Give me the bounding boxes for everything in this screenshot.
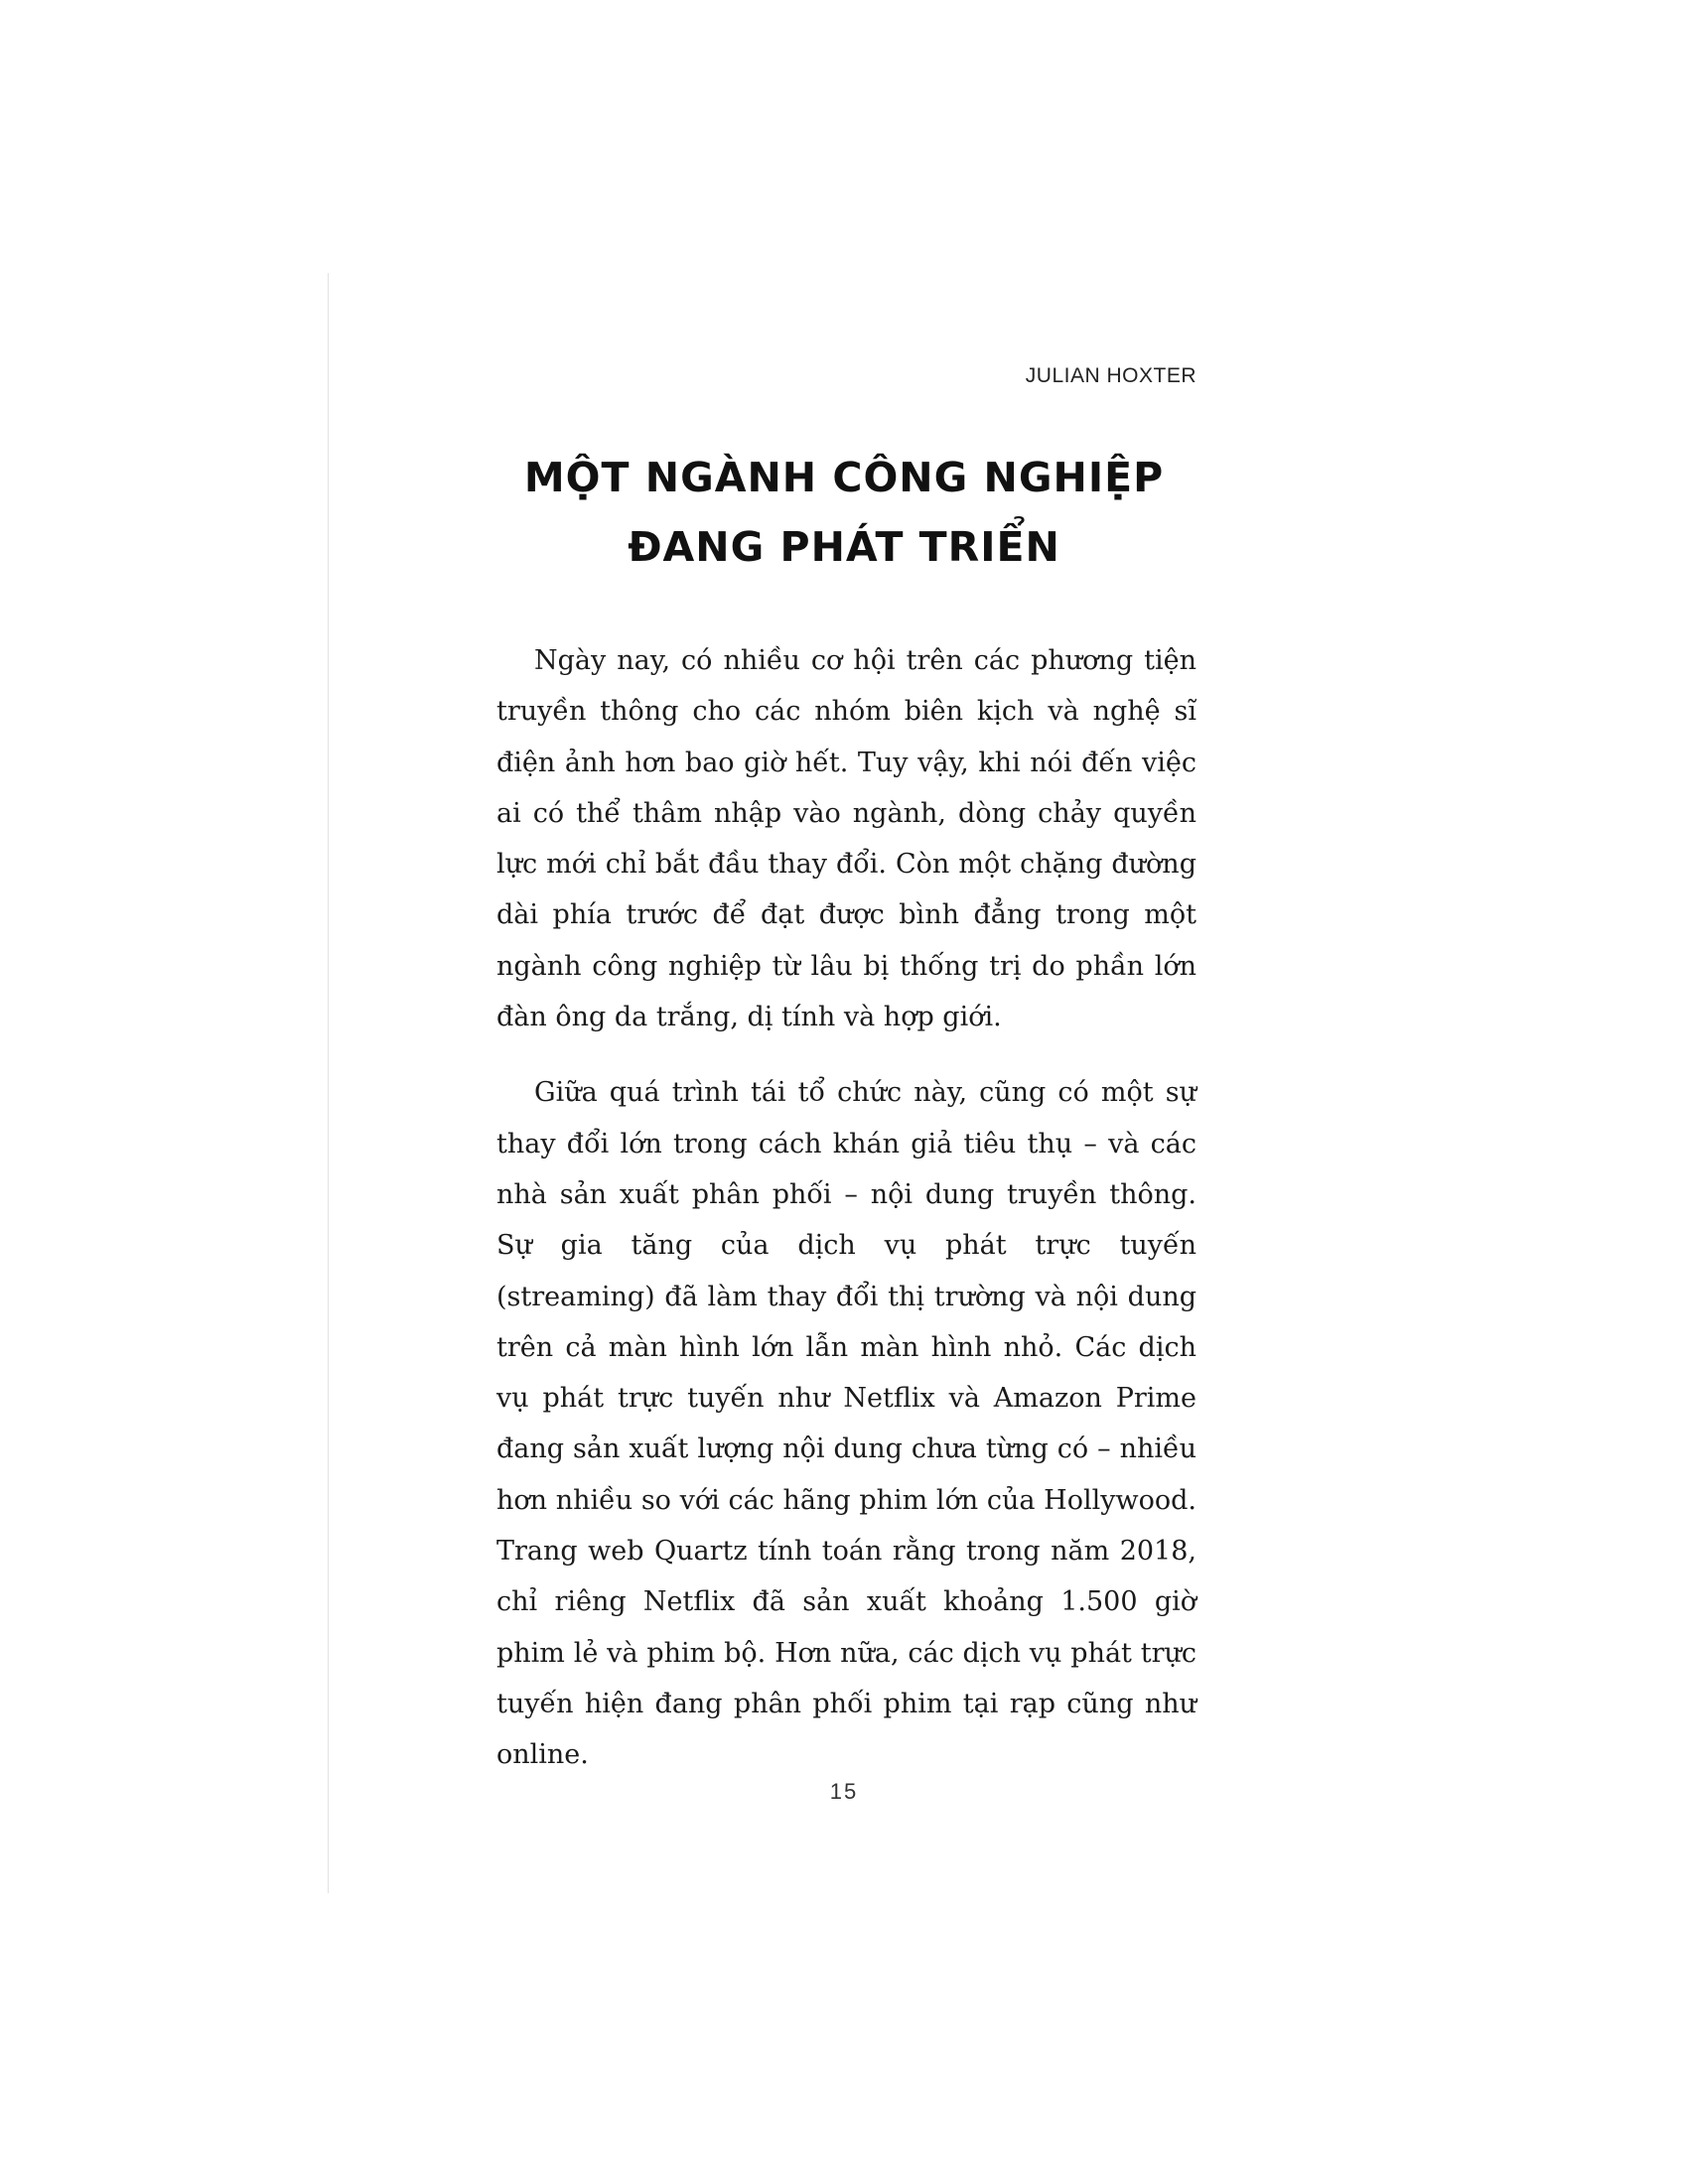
running-header-author: JULIAN HOXTER bbox=[1025, 364, 1196, 387]
chapter-title-line-2: ĐANG PHÁT TRIỂN bbox=[628, 523, 1060, 571]
paragraph-2: Giữa quá trình tái tổ chức này, cũng có một sự thay đổi lớn trong cách khán giả tiêu thụ – và các nhà sản xuất phân phối – nội dung truyền thông. Sự gia tăng của dịch vụ phát trực tuyến (streaming) đã làm thay đổi thị trường và nội dung trên cả màn hình lớn lẫn màn hình nhỏ. Các dịch vụ phát trực tuyến như Netflix và Amazon Prime đang sản xuất lượng nội dung chưa từng có – nhiều hơn nhiều so với các hãng phim lớn của Hollywood. Trang web Quartz tính toán rằng trong năm 2018, chỉ riêng Netflix đã sản xuất khoảng 1.500 giờ phim lẻ và phim bộ. Hơn nữa, các dịch vụ phát trực tuyến hiện đang phân phối phim tại rạp cũng như online. bbox=[496, 1077, 1196, 1771]
page-number: 15 bbox=[829, 1779, 859, 1804]
chapter-title-line-1: MỘT NGÀNH CÔNG NGHIỆP bbox=[523, 454, 1165, 501]
page-trim-line bbox=[328, 273, 329, 1893]
chapter-title bbox=[496, 443, 1192, 582]
body-text bbox=[496, 635, 1196, 1806]
paragraph-1: Ngày nay, có nhiều cơ hội trên các phương tiện truyền thông cho các nhóm biên kịch và nghệ sĩ điện ảnh hơn bao giờ hết. Tuy vậy, khi nói đến việc ai có thể thâm nhập vào ngành, dòng chảy quyền lực mới chỉ bắt đầu thay đổi. Còn một chặng đường dài phía trước để đạt được bình đẳng trong một ngành công nghiệp từ lâu bị thống trị do phần lớn đàn ông da trắng, dị tính và hợp giới. bbox=[496, 645, 1196, 1033]
